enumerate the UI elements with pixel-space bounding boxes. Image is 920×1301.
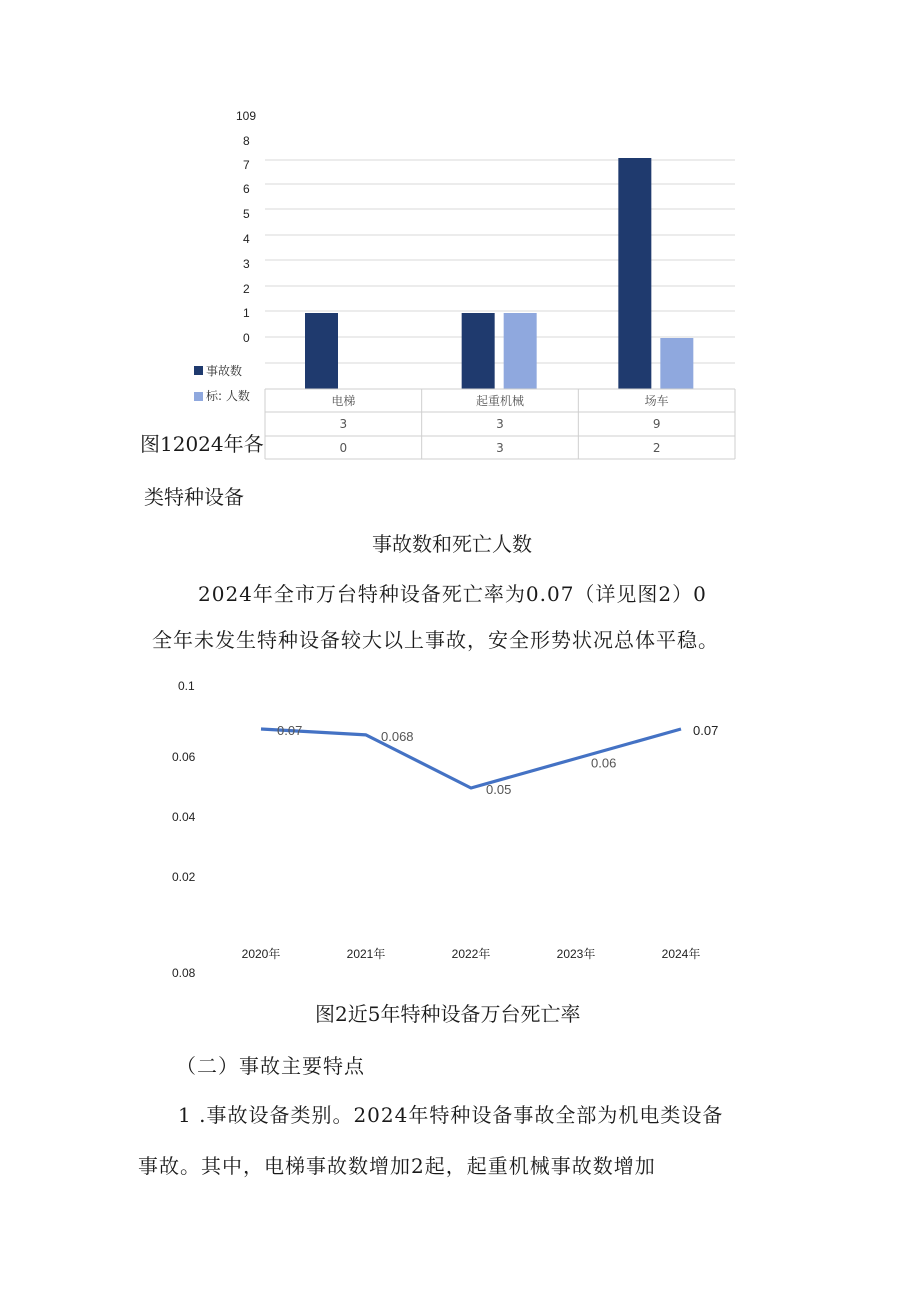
- y-tick-label: 109: [236, 109, 257, 123]
- table-cell: 2: [652, 441, 661, 455]
- x-axis-label: 2023年: [556, 947, 596, 961]
- table-cell: 3: [496, 417, 504, 431]
- legend-label-deaths: 标: 人数: [206, 389, 250, 403]
- table-cell: 0: [339, 441, 348, 455]
- section-line1: 1 .事故设备类别。2024年特种设备事故全部为机电类设备: [178, 1103, 724, 1127]
- table-cell: 9: [652, 417, 661, 431]
- y-tick-label: 0.08: [172, 966, 196, 980]
- y-tick-label: 0.1: [178, 679, 195, 693]
- y-tick-label: 3: [243, 257, 250, 271]
- section-line2: 事故。其中，电梯事故数增加2起，起重机械事故数增加: [138, 1154, 656, 1178]
- x-category-label: 场车: [644, 394, 669, 408]
- figure1-caption-part2: 类特种设备: [144, 485, 244, 509]
- y-tick-label: 2: [243, 282, 250, 296]
- table-cell: 3: [339, 417, 348, 431]
- x-category-label: 起重机械: [475, 394, 525, 408]
- figure1-caption-part3: 事故数和死亡人数: [372, 532, 532, 556]
- table-cell: 3: [496, 441, 504, 455]
- y-tick-label: 1: [243, 306, 250, 320]
- section-heading: （二）事故主要特点: [176, 1054, 365, 1078]
- data-label: 0.05: [486, 782, 512, 797]
- y-tick-label: 5: [243, 207, 250, 221]
- legend-label-accidents: 事故数: [206, 364, 243, 378]
- x-axis-label: 2021年: [346, 947, 386, 961]
- x-axis-label: 2022年: [451, 947, 491, 961]
- y-tick-label: 8: [243, 134, 250, 148]
- y-tick-label: 0.04: [172, 810, 196, 824]
- y-tick-label: 7: [243, 158, 250, 172]
- y-tick-label: 4: [243, 232, 250, 246]
- figure1-caption-part1: 图12024年各: [140, 432, 264, 456]
- x-axis-label: 2020年: [241, 947, 281, 961]
- data-label: 0.07: [693, 723, 719, 738]
- paragraph1-line1: 2024年全市万台特种设备死亡率为0.07（详见图2）0: [198, 582, 707, 606]
- x-axis-label: 2024年: [661, 947, 701, 961]
- x-category-label: 电梯: [331, 394, 356, 408]
- data-label: 0.06: [591, 755, 617, 771]
- y-tick-label: 0.06: [172, 750, 196, 764]
- figure2-caption: 图2近5年特种设备万台死亡率: [315, 1002, 581, 1026]
- rate-series-line: [261, 729, 681, 788]
- paragraph1-line2: 全年未发生特种设备较大以上事故，安全形势状况总体平稳。: [152, 628, 719, 652]
- data-label: 0.07: [277, 723, 303, 738]
- y-tick-label: 0.02: [172, 870, 196, 884]
- data-label: 0.068: [381, 728, 414, 744]
- y-tick-label: 6: [243, 182, 250, 196]
- y-tick-label: 0: [243, 331, 250, 345]
